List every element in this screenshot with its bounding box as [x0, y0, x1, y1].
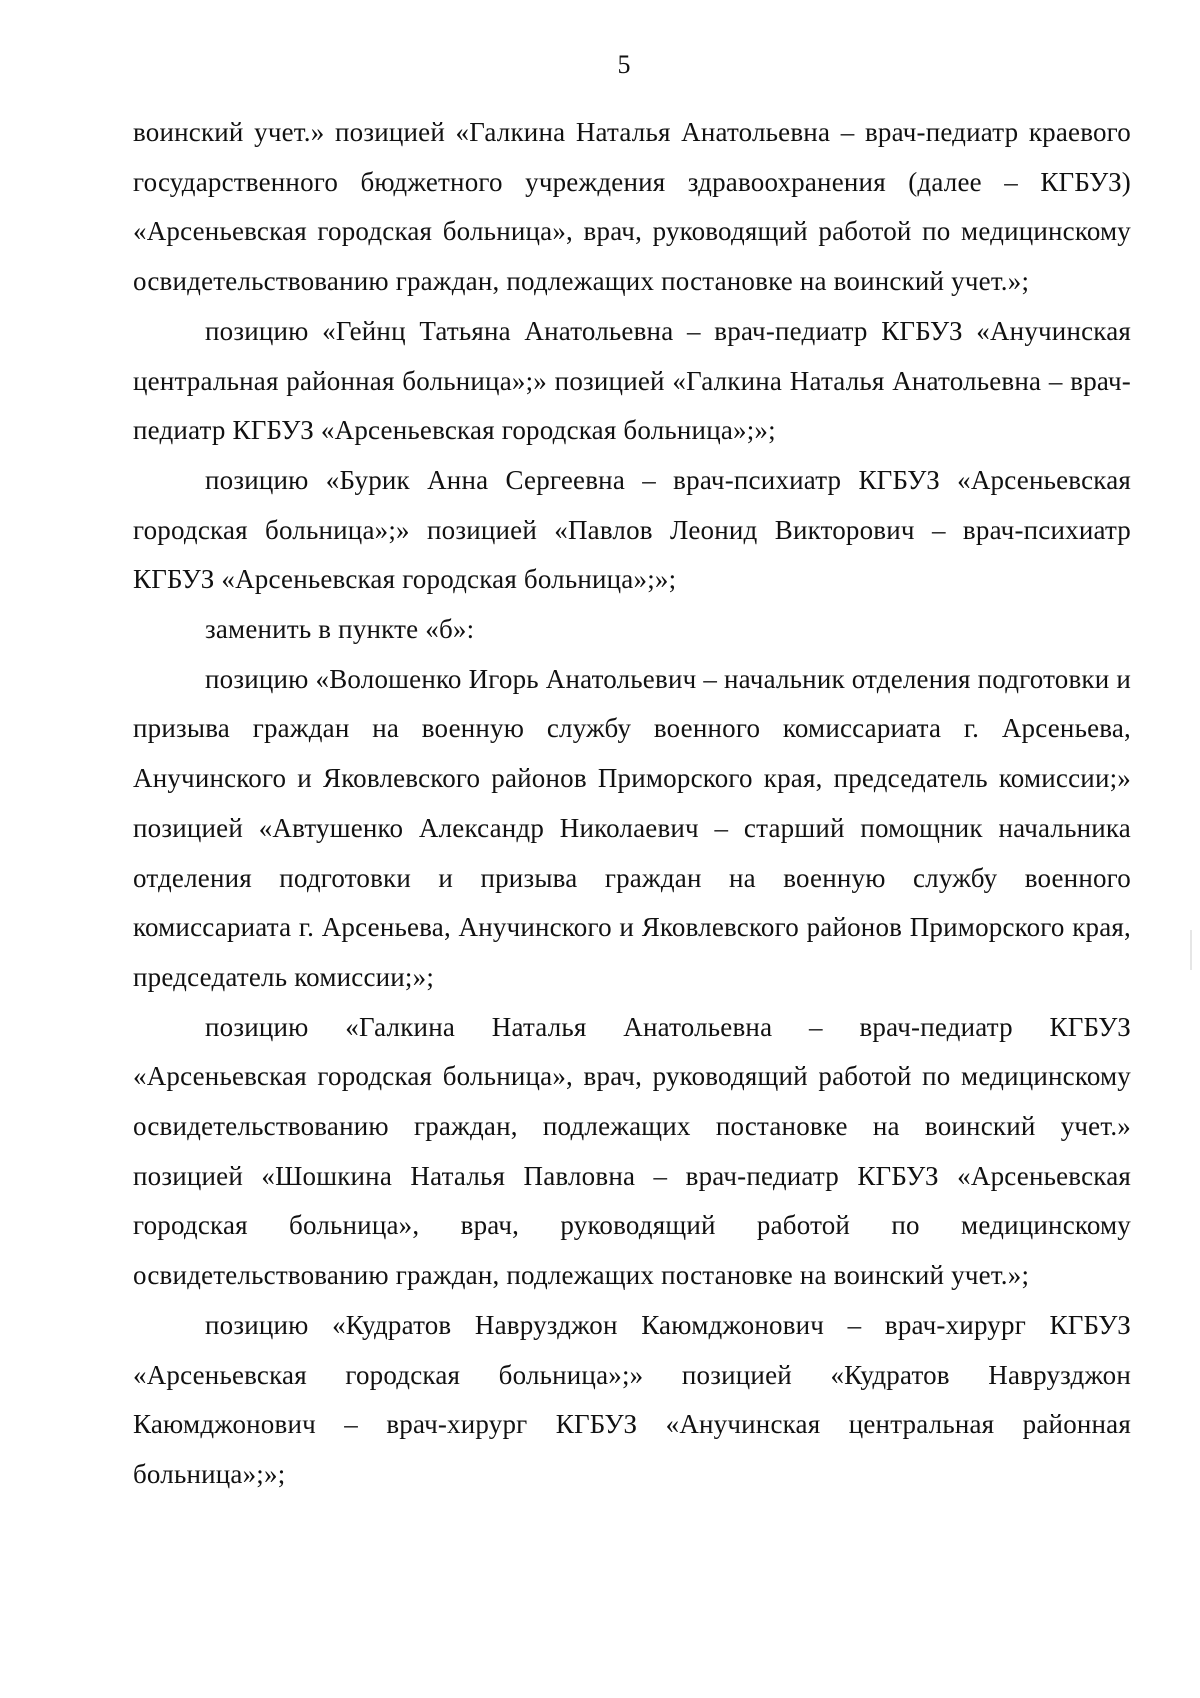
- scan-edge-mark: [1190, 930, 1192, 970]
- page-number: 5: [617, 50, 631, 79]
- paragraph-kudratov-replacement: позицию «Кудратов Наврузджон Каюмджонович – врач-хирург КГБУЗ «Арсеньевская городская больница»;» позицией «Кудратов Наврузджон Каюмджонович – врач-хирург КГБУЗ «Анучинская центральная районная больница»;»;: [133, 1309, 1131, 1489]
- paragraph-continuation: воинский учет.» позицией «Галкина Наталья Анатольевна – врач-педиатр краевого государственного бюджетного учреждения здравоохранения (далее – КГБУЗ) «Арсеньевская городская больница», врач, руководящий работой по медицинскому освидетельствованию граждан, подлежащих постановке на воинский учет.»;: [133, 117, 1131, 297]
- paragraph-galkina-replacement: позицию «Галкина Наталья Анатольевна – врач-педиатр КГБУЗ «Арсеньевская городская больница», врач, руководящий работой по медицинскому освидетельствованию граждан, подлежащих постановке на воинский учет.» позицией «Шошкина Наталья Павловна – врач-педиатр КГБУЗ «Арсеньевская городская больница», врач, руководящий работой по медицинскому освидетельствованию граждан, подлежащих постановке на воинский учет.»;: [133, 1011, 1131, 1291]
- paragraph-replace-item-b: заменить в пункте «б»:: [205, 614, 475, 645]
- paragraph-voloshenko-replacement: позицию «Волошенко Игорь Анатольевич – начальник отделения подготовки и призыва граждан на военную службу военного комиссариата г. Арсеньева, Анучинского и Яковлевского районов Приморского края, председатель комиссии;» позицией «Автушенко Александр Николаевич – старший помощник начальника отделения подготовки и призыва граждан на военную службу военного комиссариата г. Арсеньева, Анучинского и Яковлевского районов Приморского края, председатель комиссии;»;: [133, 663, 1131, 992]
- paragraph-burik-replacement: позицию «Бурик Анна Сергеевна – врач-психиатр КГБУЗ «Арсеньевская городская больница»;» позицией «Павлов Леонид Викторович – врач-психиатр КГБУЗ «Арсеньевская городская больница»;»;: [133, 464, 1131, 595]
- paragraph-geints-replacement: позицию «Гейнц Татьяна Анатольевна – врач-педиатр КГБУЗ «Анучинская центральная районная больница»;» позицией «Галкина Наталья Анатольевна – врач-педиатр КГБУЗ «Арсеньевская городская больница»;»;: [133, 315, 1131, 446]
- document-body: [133, 108, 1131, 1500]
